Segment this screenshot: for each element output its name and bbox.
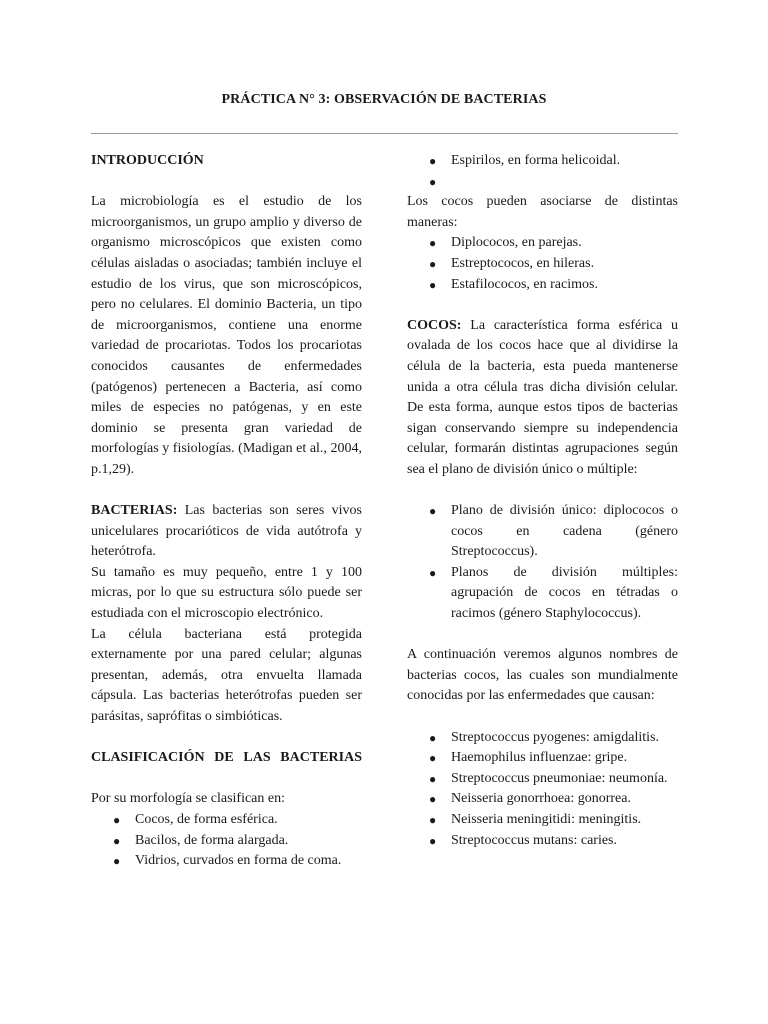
- bullet-icon: ●: [429, 813, 437, 827]
- list-item: ● Bacilos, de forma alargada.: [91, 831, 362, 852]
- cocos-paragraph: [407, 316, 678, 481]
- right-column: [407, 151, 678, 851]
- bullet-icon: ●: [429, 154, 437, 168]
- bullet-icon: ●: [113, 854, 121, 869]
- list-item: ● Neisseria meningitidi: meningitis.: [407, 810, 678, 831]
- list-item: ● Cocos, de forma esférica.: [91, 810, 362, 831]
- cocos-text: La característica forma esférica u ovalada de los cocos hace que al dividirse la célula de la bacteria, esta pueda mantenerse unida a otra célula tras dicha división celular. De esta forma, aunque estos tipos de bacterias sigan conservando siempre su independencia celular, formarán distintas agrupaciones según sea el plano de división único o múltiple:: [407, 317, 679, 477]
- list-item: ● Streptococcus pyogenes: amigdalitis.: [407, 728, 678, 749]
- bullet-icon: ●: [429, 751, 437, 766]
- list-item: ● Espirilos, en forma helicoidal.: [407, 151, 678, 172]
- bullet-icon: ●: [429, 771, 437, 786]
- title-divider: [91, 133, 678, 134]
- bacterias-paragraph: [91, 501, 362, 563]
- morphology-list: [91, 810, 362, 872]
- bullet-icon: ●: [429, 565, 437, 580]
- bullet-icon: ●: [113, 833, 121, 848]
- list-item: ● Plano de división único: diplococos o cocos en cadena (género Streptococcus).: [429, 503, 678, 560]
- list-item: ● Neisseria gonorrhoea: gonorrea.: [407, 789, 678, 810]
- size-paragraph: Su tamaño es muy pequeño, entre 1 y 100 micras, por lo que su estructura sólo puede ser estudiada con el microscopio electrónico.: [91, 564, 362, 622]
- intro-heading: INTRODUCCIÓN: [91, 153, 204, 168]
- intro-paragraph: La microbiología es el estudio de los microorganismos, un grupo amplio y diverso de organismo microscópicos que existen como células aisladas o asociadas; también incluye el estudio de los virus, que son microscópicos, pero no celulares. El dominio Bacteria, un tipo de microorganismos, contiene una enorme variedad de procariotas. Todos los procariotas conocidos causantes de enfermedades (patógenos) pertenecen a Bacteria, así como miles de especies no patógenas, y en este dominio se presenta gran variedad de morfologías y fisiologías. (Madigan et al., 2004, p.1,29).: [91, 194, 362, 477]
- list-item: ● Streptococcus mutans: caries.: [407, 831, 678, 852]
- bacterias-text: Las bacterias son seres vivos unicelulares procarióticos de vida autótrofa y heterótrofa.: [91, 503, 363, 560]
- bullet-icon: ●: [429, 730, 437, 745]
- clasificacion-heading: CLASIFICACIÓN DE LAS BACTERIAS: [91, 750, 362, 766]
- list-item: ● Vidrios, curvados en forma de coma.: [91, 851, 362, 872]
- list-item: ● Planos de división múltiples: agrupación de cocos en tétradas o racimos (género Staphylococcus).: [429, 564, 678, 622]
- list-item: ● Diplococos, en parejas.: [407, 233, 678, 254]
- bullet-icon: ●: [429, 504, 437, 519]
- list-item: ● Estreptococos, en hileras.: [407, 254, 678, 275]
- names-intro: A continuación veremos algunos nombres de bacterias cocos, las cuales son mundialmente conocidas por las enfermedades que causan:: [407, 647, 678, 704]
- bullet-icon: ●: [429, 174, 437, 189]
- bullet-icon: ●: [429, 256, 437, 271]
- bullet-icon: ●: [429, 833, 437, 848]
- cell-paragraph: La célula bacteriana está protegida externamente por una pared celular; algunas presentan, además, otra envuelta llamada cápsula. Las bacterias heterótrofas pueden ser parásitas, saprófitas o simbióticas.: [91, 626, 362, 725]
- association-intro: Los cocos pueden asociarse de distintas maneras:: [407, 194, 678, 230]
- list-item: ● Haemophilus influenzae: gripe.: [407, 748, 678, 769]
- bullet-icon: ●: [429, 277, 437, 292]
- morphology-intro: Por su morfología se clasifican en:: [91, 791, 286, 807]
- cocos-label: COCOS:: [407, 317, 462, 333]
- shape-list-continued: [407, 151, 678, 192]
- bullet-icon: ●: [429, 236, 437, 251]
- association-list: [407, 233, 678, 295]
- bullet-icon: ●: [429, 792, 437, 807]
- list-item: ● Streptococcus pneumoniae: neumonía.: [407, 769, 678, 790]
- page-title: PRÁCTICA N° 3: OBSERVACIÓN DE BACTERIAS: [221, 92, 547, 107]
- list-item: ● Estafilococos, en racimos.: [407, 275, 678, 296]
- left-column: [91, 151, 362, 872]
- disease-list: [407, 728, 678, 852]
- division-plane-list: [407, 501, 678, 625]
- bacterias-label: BACTERIAS:: [91, 503, 178, 519]
- bullet-icon: ●: [113, 813, 121, 827]
- list-item-empty: [407, 172, 678, 193]
